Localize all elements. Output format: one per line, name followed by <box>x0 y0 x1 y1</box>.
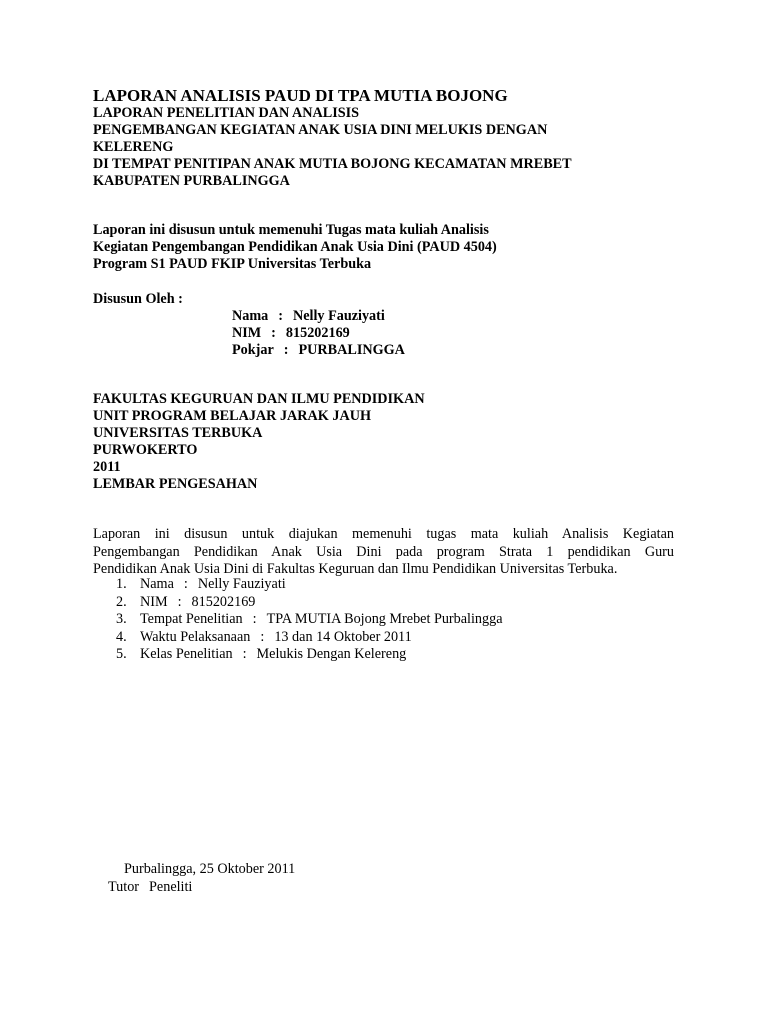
purpose-line: Kegiatan Pengembangan Pendidikan Anak Usia Dini (PAUD 4504) <box>93 239 497 255</box>
subtitle-line: KELERENG <box>93 139 174 155</box>
author-field-pokjar <box>232 342 405 359</box>
faculty-line: UNIT PROGRAM BELAJAR JARAK JAUH <box>93 408 371 424</box>
list-number: 2. <box>116 593 127 610</box>
list-value: 815202169 <box>191 593 256 610</box>
signature-tutor: Tutor <box>108 879 140 895</box>
approval-list <box>116 576 503 664</box>
list-label: Nama <box>140 576 174 592</box>
document-subtitle <box>93 105 693 190</box>
subtitle-line: KABUPATEN PURBALINGGA <box>93 173 290 189</box>
faculty-line: UNIVERSITAS TERBUKA <box>93 425 263 441</box>
field-value: 815202169 <box>285 325 350 341</box>
list-value: TPA MUTIA Bojong Mrebet Purbalingga <box>266 611 503 627</box>
subtitle-line: DI TEMPAT PENITIPAN ANAK MUTIA BOJONG KECAMATAN MREBET <box>93 156 572 172</box>
field-value: Nelly Fauziyati <box>293 308 385 324</box>
list-number: 1. <box>116 576 127 592</box>
list-separator: : <box>177 593 182 610</box>
faculty-line: LEMBAR PENGESAHAN <box>93 476 258 492</box>
subtitle-line: PENGEMBANGAN KEGIATAN ANAK USIA DINI MELUKIS DENGAN <box>93 122 548 138</box>
list-number: 4. <box>116 628 127 645</box>
signature-place-date: Purbalingga, 25 Oktober 2011 <box>124 861 296 877</box>
list-value: Melukis Dengan Kelereng <box>256 646 407 662</box>
list-number: 3. <box>116 611 127 627</box>
purpose-line: Laporan ini disusun untuk memenuhi Tugas mata kuliah Analisis <box>93 222 489 238</box>
purpose-line: Program S1 PAUD FKIP Universitas Terbuka <box>93 256 372 272</box>
paragraph-line: Pendidikan Anak Usia Dini di Fakultas Keguruan dan Ilmu Pendidikan Universitas Terbuka. <box>93 561 618 577</box>
purpose-statement <box>93 222 497 273</box>
faculty-line: FAKULTAS KEGURUAN DAN ILMU PENDIDIKAN <box>93 391 425 407</box>
author-field-name <box>232 308 405 325</box>
author-info <box>232 308 405 359</box>
faculty-line: 2011 <box>93 459 121 475</box>
list-label: Kelas Penelitian <box>140 646 233 662</box>
author-heading: Disusun Oleh : <box>93 291 183 307</box>
subtitle-line: LAPORAN PENELITIAN DAN ANALISIS <box>93 105 360 121</box>
faculty-line: PURWOKERTO <box>93 442 198 458</box>
list-separator: : <box>252 611 257 627</box>
list-separator: : <box>242 646 247 662</box>
list-value: 13 dan 14 Oktober 2011 <box>274 628 412 645</box>
list-item <box>116 629 503 647</box>
list-item <box>116 576 503 594</box>
list-item <box>116 594 503 612</box>
paragraph-line: Laporan ini disusun untuk diajukan memenuhi tugas mata kuliah Analisis Kegiatan <box>93 526 674 542</box>
field-label: NIM <box>232 325 262 341</box>
list-value: Nelly Fauziyati <box>197 576 286 592</box>
paragraph-line: Pengembangan Pendidikan Anak Usia Dini pada program Strata 1 pendidikan Guru <box>93 543 674 560</box>
list-label: NIM <box>140 593 168 610</box>
list-label: Tempat Penelitian <box>140 611 243 627</box>
field-separator: : <box>278 308 283 324</box>
field-separator: : <box>271 325 276 341</box>
signature-researcher: Peneliti <box>149 879 193 895</box>
author-field-nim <box>232 325 405 342</box>
list-separator: : <box>260 628 265 645</box>
approval-paragraph <box>93 526 674 579</box>
signature-roles <box>108 879 192 896</box>
field-label: Pokjar <box>232 342 274 358</box>
field-label: Nama <box>232 308 269 324</box>
field-value: PURBALINGGA <box>298 342 405 358</box>
field-separator: : <box>283 342 289 358</box>
document-title: LAPORAN ANALISIS PAUD DI TPA MUTIA BOJONG <box>93 86 508 105</box>
list-label: Waktu Pelaksanaan <box>140 628 251 645</box>
list-item <box>116 646 503 664</box>
faculty-block <box>93 391 425 493</box>
list-item <box>116 611 503 629</box>
list-separator: : <box>183 576 188 592</box>
list-number: 5. <box>116 646 127 662</box>
